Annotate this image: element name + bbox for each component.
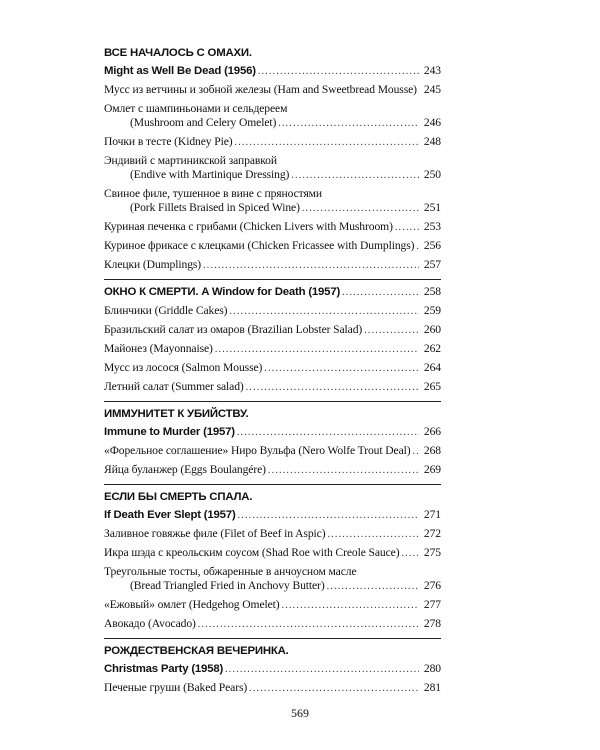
dot-leader [258,65,419,79]
toc-entry [104,323,441,338]
section-heading [104,285,441,300]
toc-entry [104,546,441,561]
entry-title-line2: (Bread Triangled Fried in Anchovy Butter) [130,579,325,592]
section-title-ru: ОКНО К СМЕРТИ. [104,286,199,298]
entry-title-line2: (Pork Fillets Braised in Spiced Wine) [130,201,300,214]
entry-title: Мусс из ветчины и зобной железы (Ham and Sweetbread Mousse) [104,83,417,96]
section-heading [104,64,441,79]
section-page: 243 [423,64,441,77]
page-number: 569 [291,706,309,720]
table-of-contents [104,44,441,707]
entry-page: 269 [423,463,441,476]
toc-entry [104,617,441,632]
dot-leader [327,580,419,594]
toc-entry [104,154,441,183]
section-page: 280 [423,662,441,675]
dot-leader [225,663,419,677]
toc-entry [104,444,441,459]
entry-page: 251 [423,201,441,214]
entry-title: Заливное говяжье филе (Filet of Beef in Aspic) [104,527,326,540]
entry-page: 276 [423,579,441,592]
toc-section [104,46,441,280]
entry-page: 272 [423,527,441,540]
entry-title: Авокадо (Avocado) [104,617,196,630]
dot-leader [198,618,419,632]
entry-page: 264 [423,361,441,374]
entry-page: 245 [423,83,441,96]
entry-title: Печеные груши (Baked Pears) [104,681,248,694]
entry-page: 253 [423,220,441,233]
entry-title-line1: Эндивий с мартиникской заправкой [104,154,277,167]
entry-title: Почки в тесте (Kidney Pie) [104,135,233,148]
entry-title: Яйца буланжер (Eggs Boulangére) [104,463,266,476]
entry-title-line2-row [104,579,441,594]
section-page: 258 [423,285,441,298]
toc-entry [104,342,441,357]
dot-leader [237,426,419,440]
entry-page: 262 [423,342,441,355]
section-title-ru: ИММУНИТЕТ К УБИЙСТВУ. [104,408,249,420]
dot-leader [246,381,419,395]
section-title-en: A Window for Death (1957) [201,286,341,298]
section-heading [104,508,441,523]
toc-entry [104,239,441,254]
section-title-en: If Death Ever Slept (1957) [104,509,236,521]
entry-page: 268 [423,444,441,457]
entry-title: Икра шэда с креольским соусом (Shad Roe with Creole Sauce) [104,546,400,559]
dot-leader [282,599,419,613]
entry-title: Куриная печенка с грибами (Chicken Livers with Mushroom) [104,220,393,233]
entry-page: 259 [423,304,441,317]
dot-leader [229,305,419,319]
toc-entry [104,220,441,235]
toc-entry [104,83,441,98]
section-title-ru: ЕСЛИ БЫ СМЕРТЬ СПАЛА. [104,491,253,503]
entry-title: Мусс из лосося (Salmon Mousse) [104,361,263,374]
entry-page: 265 [423,380,441,393]
entry-page: 250 [423,168,441,181]
dot-leader [364,324,419,338]
entry-title: Куриное фрикасе с клецками (Chicken Fricassee with Dumplings) [104,239,415,252]
entry-page: 281 [423,681,441,694]
section-page: 271 [423,508,441,521]
entry-title-line1: Омлет с шампиньонами и сельдереем [104,102,288,115]
toc-entry [104,187,441,216]
section-title [104,285,340,299]
dot-leader [395,221,419,235]
section-page: 266 [423,425,441,438]
toc-entry [104,102,441,131]
entry-title-line2-row [104,201,441,216]
section-title-en: Immune to Murder (1957) [104,426,235,438]
entry-title-line1: Треугольные тосты, обжаренные в анчоусном масле [104,565,357,578]
dot-leader [238,509,419,523]
entry-title: Блинчики (Griddle Cakes) [104,304,228,317]
toc-section [104,285,441,402]
entry-page: 260 [423,323,441,336]
entry-title: «Ежовый» омлет (Hedgehog Omelet) [104,598,280,611]
dot-leader [268,464,419,478]
dot-leader [401,547,419,561]
section-heading [104,425,441,440]
section-title-ru: РОЖДЕСТВЕНСКАЯ ВЕЧЕРИНКА. [104,645,289,657]
entry-page: 275 [423,546,441,559]
toc-entry [104,565,441,594]
dot-leader [291,169,419,183]
toc-entry [104,380,441,395]
entry-title: Бразильский салат из омаров (Brazilian Lobster Salad) [104,323,363,336]
entry-title-line2: (Endive with Martinique Dressing) [130,168,290,181]
entry-title: «Форельное соглашение» Ниро Вульфа (Nero Wolfe Trout Deal) [104,444,411,457]
entry-page: 246 [423,116,441,129]
toc-entry [104,258,441,273]
section-title-en: Christmas Party (1958) [104,663,224,675]
dot-leader [416,240,419,254]
entry-title: Клецки (Dumplings) [104,258,202,271]
entry-page: 248 [423,135,441,148]
dot-leader [203,259,419,273]
dot-leader [327,528,419,542]
entry-page: 278 [423,617,441,630]
dot-leader [235,136,419,150]
toc-section [104,407,441,485]
entry-page: 256 [423,239,441,252]
dot-leader [342,286,419,300]
toc-entry [104,135,441,150]
dot-leader [264,362,419,376]
dot-leader [215,343,419,357]
toc-entry [104,681,441,696]
entry-title: Майонез (Mayonnaise) [104,342,213,355]
dot-leader [302,202,419,216]
entry-page: 257 [423,258,441,271]
entry-title-line1: Свиное филе, тушенное в вине с пряностями [104,187,323,200]
entry-title-line2: (Mushroom and Celery Omelet) [130,116,277,129]
entry-title-line2-row [104,168,441,183]
entry-page: 277 [423,598,441,611]
section-title-ru: ВСЕ НАЧАЛОСЬ С ОМАХИ. [104,47,252,59]
toc-section [104,644,441,702]
dot-leader [413,445,419,459]
toc-entry [104,527,441,542]
toc-section [104,490,441,639]
entry-title-line2-row [104,116,441,131]
toc-entry [104,304,441,319]
toc-entry [104,598,441,613]
toc-entry [104,361,441,376]
section-heading [104,662,441,677]
section-title-en: Might as Well Be Dead (1956) [104,65,256,77]
dot-leader [278,117,419,131]
dot-leader [249,682,419,696]
toc-entry [104,463,441,478]
entry-title: Летний салат (Summer salad) [104,380,244,393]
